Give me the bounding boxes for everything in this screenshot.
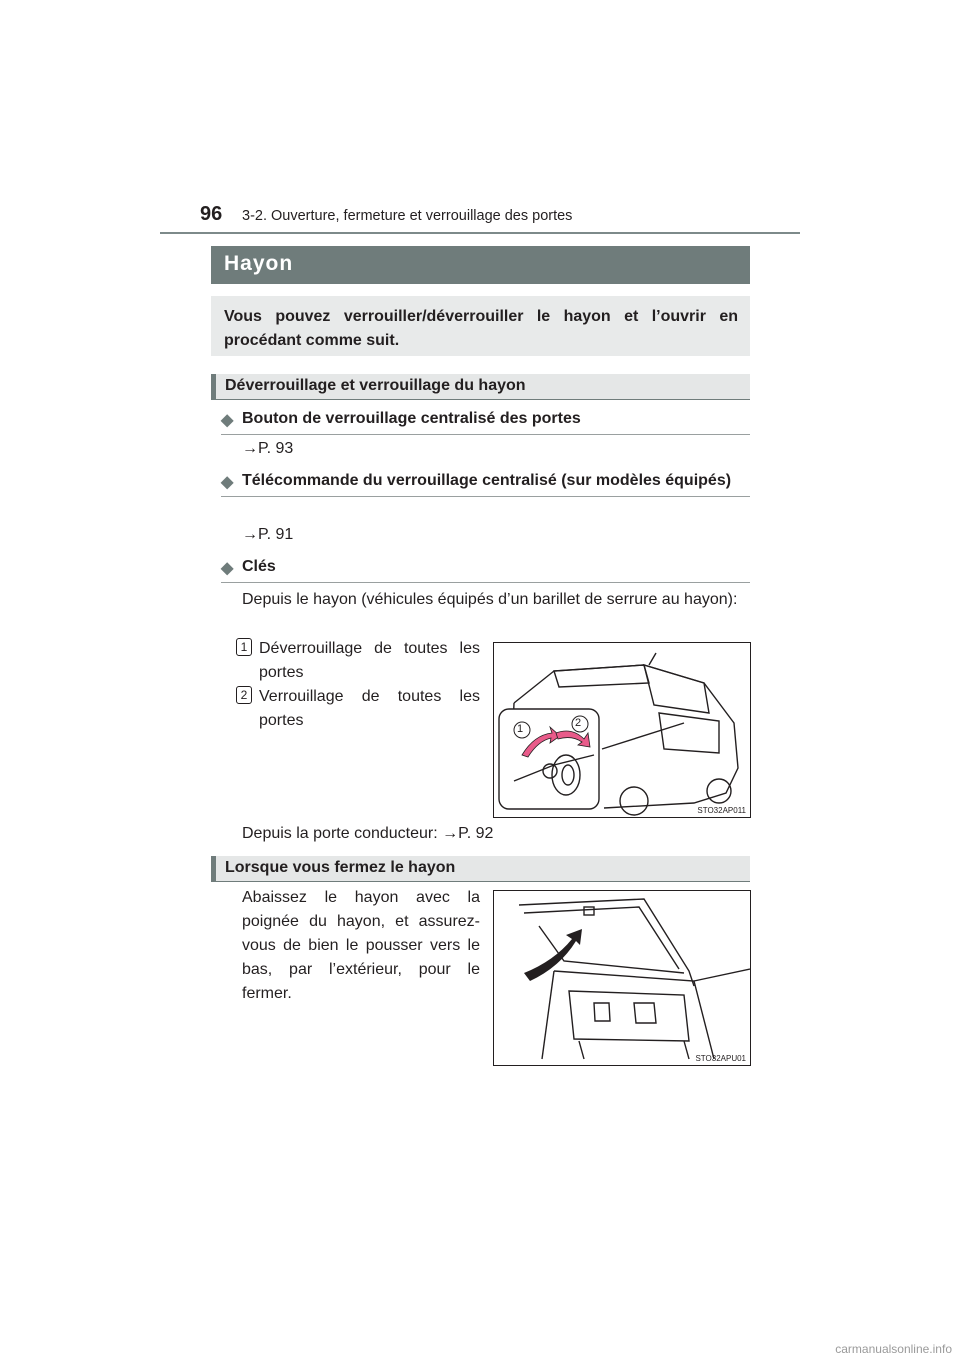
intro-box — [211, 296, 750, 356]
section-heading-closing — [211, 856, 750, 882]
driver-door-reference: Depuis la porte conducteur: →P. 92 — [242, 825, 494, 842]
figure-code: STO32APU01 — [695, 1054, 746, 1063]
section-heading-unlock — [211, 374, 750, 400]
keys-description: Depuis le hayon (véhicules équipés d’un barillet de serrure au hayon): — [242, 591, 738, 608]
figure-key-cylinder — [493, 642, 751, 818]
figure-label-1: 1 — [517, 723, 524, 735]
page-title-bar — [211, 246, 750, 284]
section-heading-text: Lorsque vous fermez le hayon — [225, 859, 456, 876]
intro-text: Vous pouvez verrouiller/déverrouiller le hayon et l’ouvrir en procédant comme suit. — [224, 308, 738, 349]
page-reference: →P. 91 — [242, 526, 294, 543]
open-hatch-illustration — [494, 891, 750, 1065]
figure-code: STO32AP011 — [697, 806, 746, 815]
chapter-title: 3-2. Ouverture, fermeture et verrouillage des portes — [242, 208, 573, 224]
car-rear-key-illustration — [494, 643, 750, 817]
closing-instructions: Abaissez le hayon avec la poignée du hayon, et assurez-vous de bien le pousser vers le bas, par l’extérieur, pour le fermer. — [242, 889, 480, 1002]
header-divider — [160, 232, 800, 234]
page-title: Hayon — [224, 252, 294, 275]
subheading-text: Bouton de verrouillage centralisé des portes — [242, 410, 581, 427]
section-heading-text: Déverrouillage et verrouillage du hayon — [225, 377, 526, 394]
figure-label-2: 2 — [575, 717, 582, 729]
subheading-keys — [221, 555, 750, 583]
step-number-badge: 1 — [236, 638, 252, 656]
subheading-text: Télécommande du verrouillage centralisé (sur modèles équipés) — [242, 472, 732, 489]
subheading-text: Clés — [242, 558, 276, 575]
diamond-bullet-icon: ◆ — [221, 412, 234, 429]
diamond-bullet-icon: ◆ — [221, 560, 234, 577]
page-number: 96 — [200, 203, 223, 225]
watermark: carmanualsonline.info — [835, 1342, 952, 1356]
diamond-bullet-icon: ◆ — [221, 474, 234, 491]
step-lock-all: Verrouillage de toutes les portes — [259, 688, 480, 729]
subheading-central-lock-button — [221, 407, 750, 435]
step-unlock-all: Déverrouillage de toutes les portes — [259, 640, 480, 681]
page-reference: →P. 93 — [242, 440, 294, 457]
step-number-badge: 2 — [236, 686, 252, 704]
subheading-remote — [221, 469, 750, 497]
figure-closing-hatch — [493, 890, 751, 1066]
